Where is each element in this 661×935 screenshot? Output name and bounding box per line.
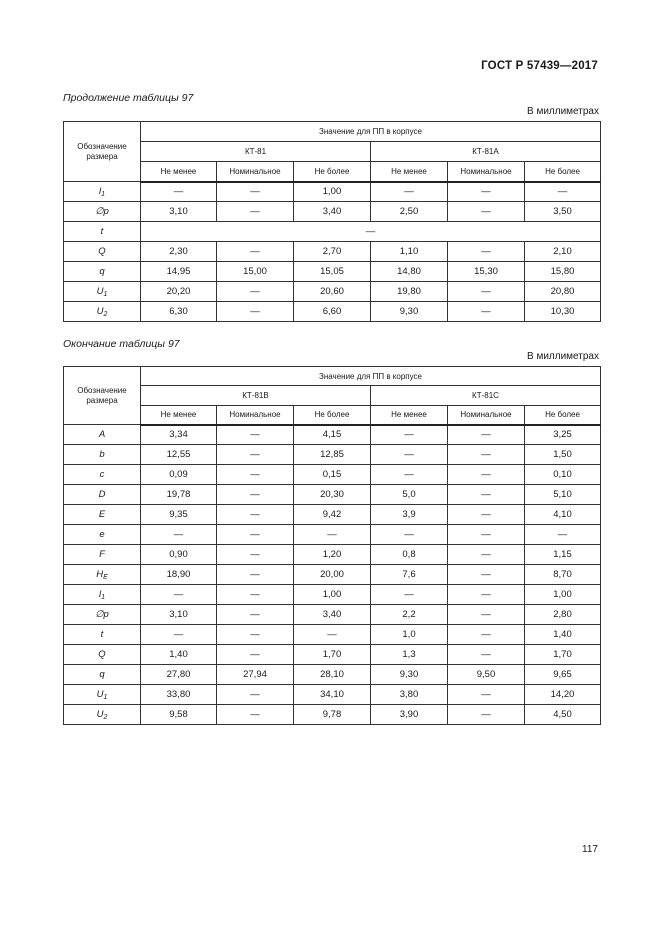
- table-cell: 3,90: [371, 705, 448, 725]
- table-cell: —: [448, 625, 525, 645]
- table-cell: 0,90: [141, 545, 217, 565]
- table-cell: 4,50: [525, 705, 601, 725]
- table-row: [64, 665, 601, 685]
- column-header: Не более: [294, 406, 371, 425]
- table-row: [64, 262, 601, 282]
- table-cell: —: [217, 525, 294, 545]
- dimension-symbol: e: [64, 525, 141, 545]
- table-row: [64, 425, 601, 445]
- table-row: [64, 625, 601, 645]
- column-header: Не менее: [371, 162, 448, 182]
- table-row: [64, 222, 601, 242]
- table-cell: —: [448, 445, 525, 465]
- table-cell: —: [294, 525, 371, 545]
- table-cell: —: [217, 605, 294, 625]
- page-number: 117: [582, 844, 598, 855]
- table-end-97: [63, 366, 601, 725]
- dimension-symbol: ∅p: [64, 605, 141, 625]
- table-row: [64, 242, 601, 262]
- table-row: [64, 525, 601, 545]
- table-cell: 1,70: [525, 645, 601, 665]
- table-cell: —: [448, 645, 525, 665]
- table-cell: —: [217, 242, 294, 262]
- table-cell: —: [371, 465, 448, 485]
- table-cell: —: [448, 605, 525, 625]
- table-cell: —: [217, 505, 294, 525]
- table-cell: —: [217, 202, 294, 222]
- table-cell: 3,40: [294, 605, 371, 625]
- dimension-symbol: q: [64, 665, 141, 685]
- table-cell: 10,30: [525, 302, 601, 322]
- dimension-symbol: q: [64, 262, 141, 282]
- table1-caption: Продолжение таблицы 97: [63, 92, 194, 104]
- dimension-symbol: $U_2$: [64, 302, 141, 322]
- case-header: КТ-81А: [371, 142, 601, 162]
- column-header: Не менее: [141, 162, 217, 182]
- table-cell: 2,30: [141, 242, 217, 262]
- standard-code: ГОСТ Р 57439—2017: [481, 60, 598, 72]
- dimension-symbol: $l_1$: [64, 182, 141, 202]
- table-cell: 0,10: [525, 465, 601, 485]
- table-cell: 1,15: [525, 545, 601, 565]
- table-cell: 20,20: [141, 282, 217, 302]
- table-cell: 1,40: [141, 645, 217, 665]
- table-cell: 4,15: [294, 425, 371, 445]
- column-header: Не менее: [141, 406, 217, 425]
- table-cell: —: [217, 625, 294, 645]
- table-cell: 6,30: [141, 302, 217, 322]
- table-row: [64, 685, 601, 705]
- table-cell: —: [294, 625, 371, 645]
- row-header: Обозначение размера: [64, 367, 141, 425]
- dimension-symbol: ∅p: [64, 202, 141, 222]
- table-cell: —: [217, 705, 294, 725]
- table-cell: 4,10: [525, 505, 601, 525]
- table-cell: 2,10: [525, 242, 601, 262]
- table-cell: —: [371, 182, 448, 202]
- table-cell: 14,95: [141, 262, 217, 282]
- table-cell: —: [448, 585, 525, 605]
- table-cell: —: [371, 445, 448, 465]
- table-cell: 15,80: [525, 262, 601, 282]
- table-cell: —: [448, 242, 525, 262]
- table-cell: —: [525, 182, 601, 202]
- table-cell: 0,8: [371, 545, 448, 565]
- table-cell: —: [448, 525, 525, 545]
- table1-unit: В миллиметрах: [527, 106, 599, 117]
- table2-unit: В миллиметрах: [527, 351, 599, 362]
- table-cell: 5,10: [525, 485, 601, 505]
- table-cell: 3,9: [371, 505, 448, 525]
- dimension-symbol: Q: [64, 645, 141, 665]
- table-cell: —: [217, 445, 294, 465]
- table-cell: —: [371, 585, 448, 605]
- table-cell: 9,30: [371, 665, 448, 685]
- table-cell: —: [448, 202, 525, 222]
- table-cell: 9,35: [141, 505, 217, 525]
- table-row: [64, 565, 601, 585]
- group-header: Значение для ПП в корпусе: [141, 367, 601, 386]
- table-cell: 27,94: [217, 665, 294, 685]
- table-cell: 3,10: [141, 605, 217, 625]
- table-cell: 2,80: [525, 605, 601, 625]
- table-cell: 15,30: [448, 262, 525, 282]
- table-cell: 3,40: [294, 202, 371, 222]
- table-row: [64, 465, 601, 485]
- table-cell: 18,90: [141, 565, 217, 585]
- table-cell: 19,78: [141, 485, 217, 505]
- group-header: Значение для ПП в корпусе: [141, 122, 601, 142]
- table-continuation-97: [63, 121, 601, 322]
- table-cell: —: [141, 222, 601, 242]
- table-cell: —: [448, 302, 525, 322]
- table-cell: —: [217, 685, 294, 705]
- table-cell: 14,80: [371, 262, 448, 282]
- table-row: [64, 705, 601, 725]
- table-cell: 3,80: [371, 685, 448, 705]
- table-cell: —: [217, 585, 294, 605]
- table-cell: —: [217, 182, 294, 202]
- table-cell: 5,0: [371, 485, 448, 505]
- table-cell: 3,25: [525, 425, 601, 445]
- dimension-symbol: $U_2$: [64, 705, 141, 725]
- table-cell: 20,80: [525, 282, 601, 302]
- table-cell: —: [525, 525, 601, 545]
- table-cell: 1,3: [371, 645, 448, 665]
- table-cell: 12,85: [294, 445, 371, 465]
- table-cell: —: [371, 425, 448, 445]
- table-cell: 15,05: [294, 262, 371, 282]
- table-cell: —: [448, 685, 525, 705]
- table-cell: —: [141, 625, 217, 645]
- table-cell: 34,10: [294, 685, 371, 705]
- table-cell: —: [448, 565, 525, 585]
- table-cell: 19,80: [371, 282, 448, 302]
- table-cell: —: [448, 505, 525, 525]
- table-cell: —: [217, 302, 294, 322]
- table-cell: 1,0: [371, 625, 448, 645]
- table-cell: 9,42: [294, 505, 371, 525]
- table-cell: 3,50: [525, 202, 601, 222]
- table-cell: 1,40: [525, 625, 601, 645]
- table-cell: —: [217, 545, 294, 565]
- table-row: [64, 202, 601, 222]
- table-cell: 1,00: [294, 182, 371, 202]
- table-row: [64, 605, 601, 625]
- table-cell: —: [448, 545, 525, 565]
- case-header: КТ-81С: [371, 386, 601, 406]
- dimension-symbol: D: [64, 485, 141, 505]
- table-cell: —: [217, 485, 294, 505]
- table-cell: —: [371, 525, 448, 545]
- table-cell: —: [141, 525, 217, 545]
- dimension-symbol: $U_1$: [64, 282, 141, 302]
- table-cell: 3,10: [141, 202, 217, 222]
- table-cell: 1,00: [294, 585, 371, 605]
- table-cell: —: [141, 182, 217, 202]
- column-header: Номинальное: [448, 162, 525, 182]
- table-cell: 20,00: [294, 565, 371, 585]
- table-cell: —: [217, 282, 294, 302]
- column-header: Номинальное: [217, 162, 294, 182]
- table-cell: 9,78: [294, 705, 371, 725]
- table-cell: 15,00: [217, 262, 294, 282]
- table-cell: —: [448, 425, 525, 445]
- table-cell: 9,58: [141, 705, 217, 725]
- table-row: [64, 182, 601, 202]
- table-row: [64, 645, 601, 665]
- table-cell: —: [217, 425, 294, 445]
- table-cell: 9,30: [371, 302, 448, 322]
- table-cell: —: [448, 282, 525, 302]
- table-cell: 20,60: [294, 282, 371, 302]
- table-cell: 1,10: [371, 242, 448, 262]
- table-row: [64, 282, 601, 302]
- table-cell: —: [141, 585, 217, 605]
- dimension-symbol: c: [64, 465, 141, 485]
- table-cell: —: [217, 565, 294, 585]
- dimension-symbol: t: [64, 222, 141, 242]
- case-header: КТ-81: [141, 142, 371, 162]
- case-header: КТ-81В: [141, 386, 371, 406]
- table-row: [64, 585, 601, 605]
- table-cell: 9,65: [525, 665, 601, 685]
- table-cell: 9,50: [448, 665, 525, 685]
- table-cell: 1,50: [525, 445, 601, 465]
- table-cell: 2,70: [294, 242, 371, 262]
- table-cell: 20,30: [294, 485, 371, 505]
- table-cell: 1,70: [294, 645, 371, 665]
- table-cell: 33,80: [141, 685, 217, 705]
- table-cell: 8,70: [525, 565, 601, 585]
- dimension-symbol: Q: [64, 242, 141, 262]
- table-cell: 14,20: [525, 685, 601, 705]
- dimension-symbol: b: [64, 445, 141, 465]
- table-cell: 7,6: [371, 565, 448, 585]
- column-header: Не менее: [371, 406, 448, 425]
- table-cell: 1,00: [525, 585, 601, 605]
- table-cell: 27,80: [141, 665, 217, 685]
- table-cell: —: [448, 485, 525, 505]
- column-header: Номинальное: [217, 406, 294, 425]
- dimension-symbol: $H_E$: [64, 565, 141, 585]
- table-row: [64, 545, 601, 565]
- table-cell: 3,34: [141, 425, 217, 445]
- column-header: Номинальное: [448, 406, 525, 425]
- dimension-symbol: F: [64, 545, 141, 565]
- table-cell: —: [448, 705, 525, 725]
- column-header: Не более: [525, 406, 601, 425]
- dimension-symbol: A: [64, 425, 141, 445]
- table-cell: 0,15: [294, 465, 371, 485]
- dimension-symbol: t: [64, 625, 141, 645]
- dimension-symbol: E: [64, 505, 141, 525]
- table-cell: 1,20: [294, 545, 371, 565]
- table2-caption: Окончание таблицы 97: [63, 338, 180, 350]
- table-row: [64, 445, 601, 465]
- table-row: [64, 485, 601, 505]
- table-cell: 28,10: [294, 665, 371, 685]
- table-cell: 6,60: [294, 302, 371, 322]
- dimension-symbol: $l_1$: [64, 585, 141, 605]
- table-cell: —: [448, 182, 525, 202]
- table-cell: 2,2: [371, 605, 448, 625]
- table-row: [64, 302, 601, 322]
- column-header: Не более: [294, 162, 371, 182]
- row-header: Обозначение размера: [64, 122, 141, 182]
- dimension-symbol: $U_1$: [64, 685, 141, 705]
- table-cell: —: [217, 645, 294, 665]
- table-cell: 12,55: [141, 445, 217, 465]
- table-cell: —: [217, 465, 294, 485]
- table-cell: —: [448, 465, 525, 485]
- table-row: [64, 505, 601, 525]
- column-header: Не более: [525, 162, 601, 182]
- table-cell: 2,50: [371, 202, 448, 222]
- table-cell: 0,09: [141, 465, 217, 485]
